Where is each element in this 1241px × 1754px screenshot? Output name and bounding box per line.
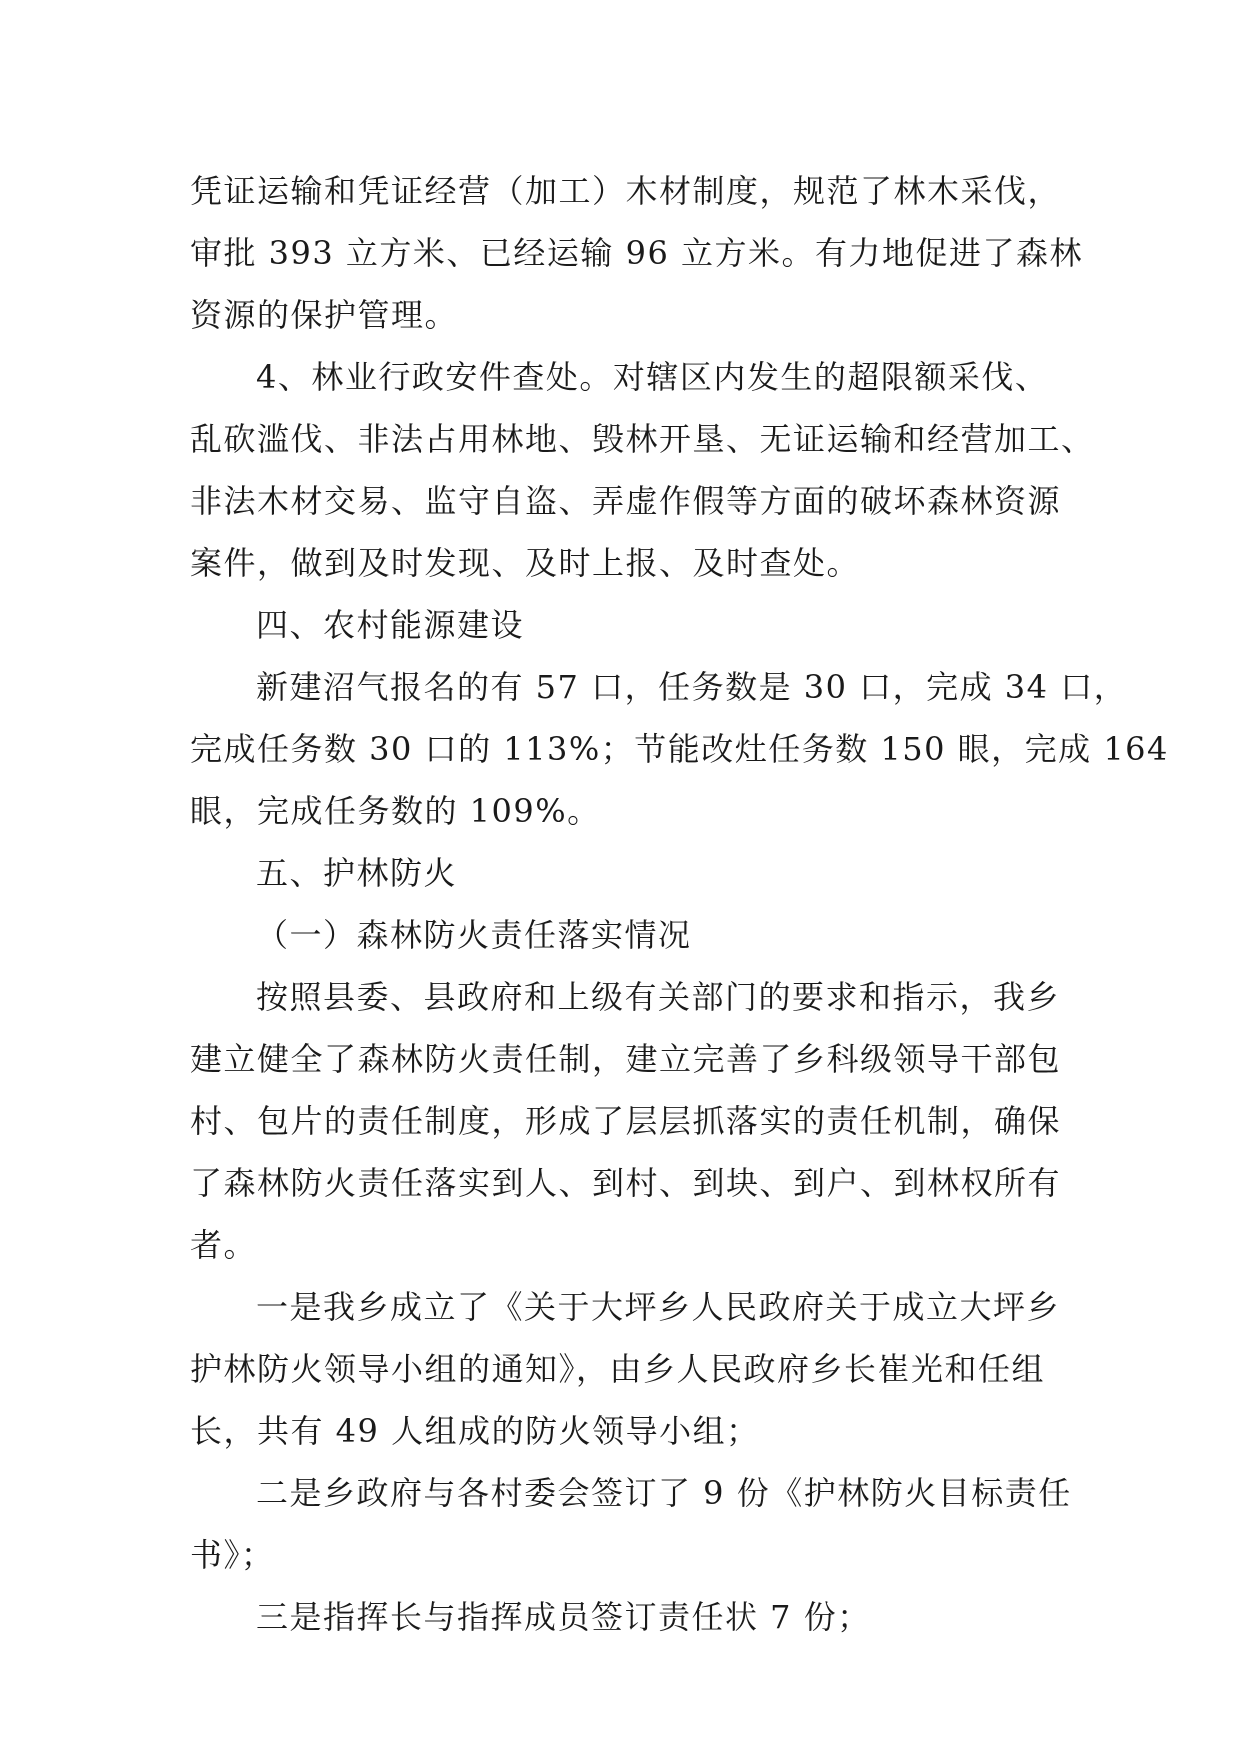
text-line: 眼，完成任务数的 109%。 (190, 792, 601, 830)
text-line: 护林防火领导小组的通知》，由乡人民政府乡长崔光和任组 (190, 1350, 1046, 1388)
text-line: 资源的保护管理。 (190, 296, 459, 334)
text-line: 完成任务数 30 口的 113%；节能改灶任务数 150 眼，完成 164 (190, 730, 1169, 768)
text-line: 非法木材交易、监守自盗、弄虚作假等方面的破坏森林资源 (190, 482, 1062, 520)
text-line: 建立健全了森林防火责任制，建立完善了乡科级领导干部包 (190, 1040, 1062, 1078)
subsection-heading: （一）森林防火责任落实情况 (256, 916, 692, 954)
text-line: 书》； (190, 1536, 275, 1574)
text-line: 审批 393 立方米、已经运输 96 立方米。有力地促进了森林 (190, 234, 1083, 272)
section-heading: 五、护林防火 (256, 854, 458, 892)
text-line: 按照县委、县政府和上级有关部门的要求和指示，我乡 (256, 978, 1061, 1016)
section-heading: 四、农村能源建设 (256, 606, 525, 644)
text-line: 村、包片的责任制度，形成了层层抓落实的责任机制，确保 (190, 1102, 1062, 1140)
text-line: 案件，做到及时发现、及时上报、及时查处。 (190, 544, 861, 582)
text-line: 新建沼气报名的有 57 口，任务数是 30 口，完成 34 口， (256, 668, 1128, 706)
document-body (190, 160, 1169, 1648)
text-line: 凭证运输和凭证经营（加工）木材制度，规范了林木采伐， (190, 172, 1062, 210)
text-line: 者。 (190, 1226, 258, 1264)
text-line: 4、林业行政安件查处。对辖区内发生的超限额采伐、 (256, 358, 1049, 396)
text-line: 了森林防火责任落实到人、到村、到块、到户、到林权所有 (190, 1164, 1062, 1202)
text-line: 三是指挥长与指挥成员签订责任状 7 份； (256, 1598, 871, 1636)
text-line: 乱砍滥伐、非法占用林地、毁林开垦、无证运输和经营加工、 (190, 420, 1095, 458)
text-line: 二是乡政府与各村委会签订了 9 份《护林防火目标责任 (256, 1474, 1072, 1512)
text-line: 长，共有 49 人组成的防火领导小组； (190, 1412, 760, 1450)
text-line: 一是我乡成立了《关于大坪乡人民政府关于成立大坪乡 (256, 1288, 1061, 1326)
